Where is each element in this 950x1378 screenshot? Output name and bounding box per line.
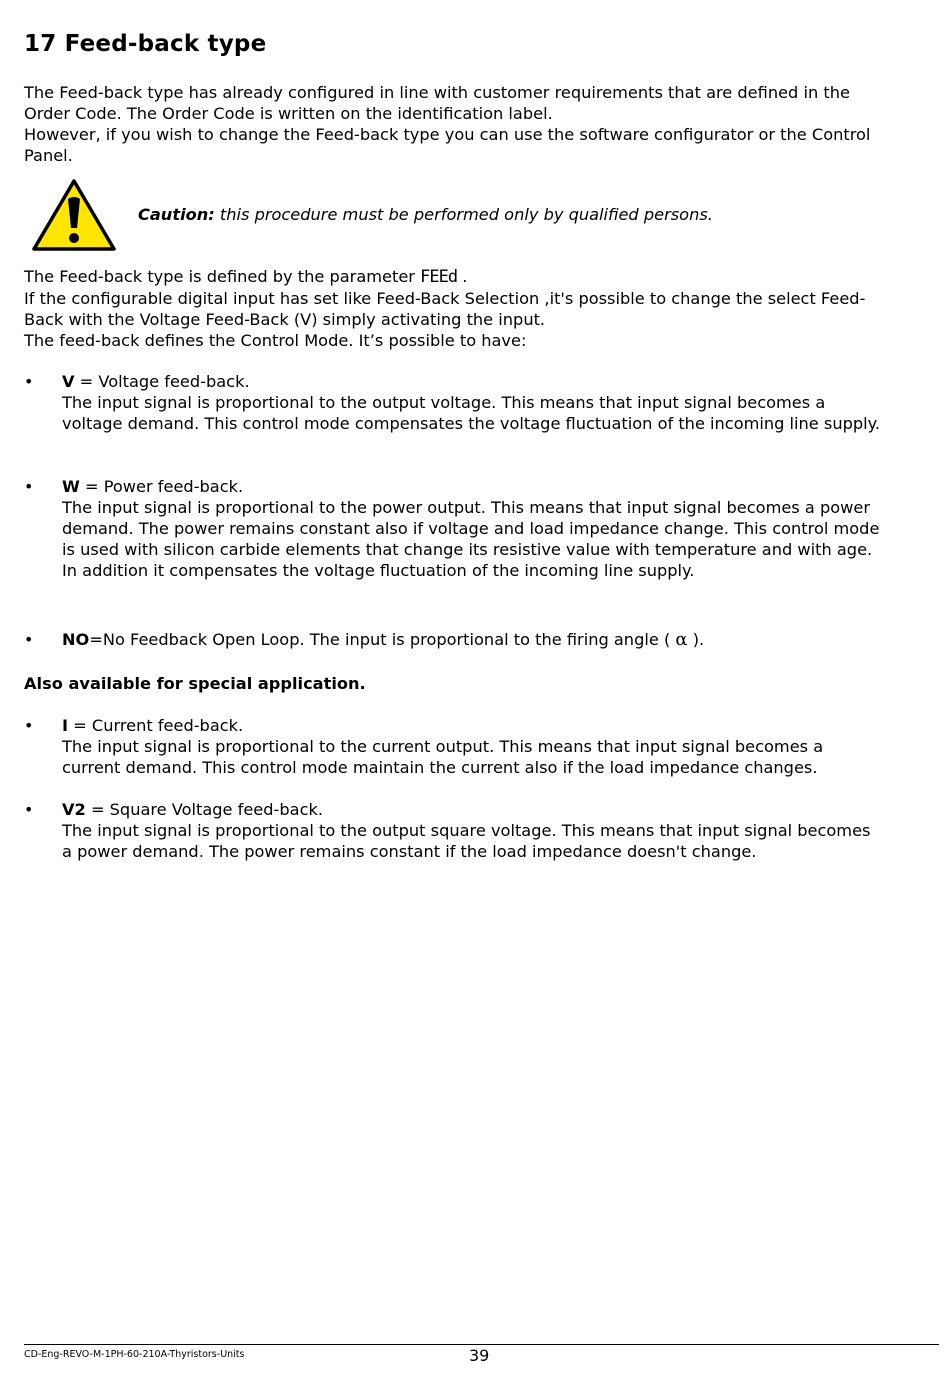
- list-item-title-text: = Current feed-back.: [68, 716, 244, 735]
- bullet-icon: •: [24, 800, 34, 819]
- list-item-title: [62, 799, 870, 820]
- intro-line: Order Code. The Order Code is written on the identification label.: [24, 104, 553, 123]
- section-heading: 17 Feed-back type: [24, 31, 267, 57]
- list-item-line: In addition it compensates the voltage fluctuation of the incoming line supply.: [62, 561, 695, 580]
- parameter-text-line: The feed-back defines the Control Mode. It’s possible to have:: [24, 331, 527, 350]
- caution-label: Caution:: [138, 205, 215, 224]
- bullet-icon: •: [24, 716, 34, 735]
- parameter-prefix: The Feed-back type is defined by the parameter: [24, 267, 421, 286]
- list-item-key: V2: [62, 800, 86, 819]
- footer-document-id: CD-Eng-REVO-M-1PH-60-210A-Thyristors-Units: [24, 1349, 245, 1360]
- intro-line: Panel.: [24, 146, 73, 165]
- list-item-key: V: [62, 372, 75, 391]
- warning-triangle-icon: [31, 178, 117, 252]
- list-item-line: The input signal is proportional to the output voltage. This means that input signal becomes a: [62, 393, 826, 412]
- list-item-title-text: = Power feed-back.: [79, 477, 244, 496]
- list-item-line: The input signal is proportional to the current output. This means that input signal becomes a: [62, 737, 824, 756]
- intro-paragraph: [24, 82, 870, 166]
- alpha-symbol: α: [675, 629, 688, 650]
- list-item-title: [62, 629, 704, 650]
- list-item-line: The input signal is proportional to the output square voltage. This means that input signal becomes: [62, 821, 871, 840]
- bullet-icon: •: [24, 630, 34, 649]
- intro-line: The Feed-back type has already configured in line with customer requirements that are defined in the: [24, 83, 850, 102]
- caution-note: [138, 205, 713, 224]
- list-item-title: [62, 715, 823, 736]
- parameter-text-line: If the configurable digital input has set like Feed-Back Selection ,it's possible to change the select Feed-: [24, 289, 866, 308]
- parameter-line: [24, 266, 865, 288]
- list-item-title: [62, 371, 880, 392]
- list-item-title: [62, 476, 879, 497]
- list-item-line: a power demand. The power remains constant if the load impedance doesn't change.: [62, 842, 757, 861]
- list-item-line: The input signal is proportional to the power output. This means that input signal becomes a power: [62, 498, 870, 517]
- list-item-line: is used with silicon carbide elements that change its resistive value with temperature and with age.: [62, 540, 873, 559]
- footer-divider: [24, 1344, 939, 1345]
- page-number: 39: [469, 1346, 490, 1365]
- intro-line: However, if you wish to change the Feed-back type you can use the software configurator or the Control: [24, 125, 871, 144]
- caution-text: this procedure must be performed only by qualified persons.: [214, 205, 713, 224]
- list-item-title-text: =No Feedback Open Loop. The input is proportional to the firing angle (: [89, 630, 676, 649]
- list-item-title-text: = Square Voltage feed-back.: [85, 800, 323, 819]
- list-item-key: NO: [62, 630, 90, 649]
- list-item-title-end: ).: [687, 630, 705, 649]
- parameter-paragraph: [24, 266, 865, 351]
- list-item-line: demand. The power remains constant also if voltage and load impedance change. This control mode: [62, 519, 880, 538]
- parameter-text-line: Back with the Voltage Feed-Back (V) simply activating the input.: [24, 310, 546, 329]
- list-item-key: W: [62, 477, 80, 496]
- list-item-title-text: = Voltage feed-back.: [74, 372, 250, 391]
- parameter-code: FEEd: [420, 267, 458, 287]
- parameter-suffix: .: [457, 267, 468, 286]
- list-item-key: I: [62, 716, 69, 735]
- special-application-heading: Also available for special application.: [24, 674, 366, 693]
- bullet-icon: •: [24, 477, 34, 496]
- list-item-line: voltage demand. This control mode compensates the voltage fluctuation of the incoming line supply.: [62, 414, 881, 433]
- list-item-line: current demand. This control mode maintain the current also if the load impedance changes.: [62, 758, 818, 777]
- bullet-icon: •: [24, 372, 34, 391]
